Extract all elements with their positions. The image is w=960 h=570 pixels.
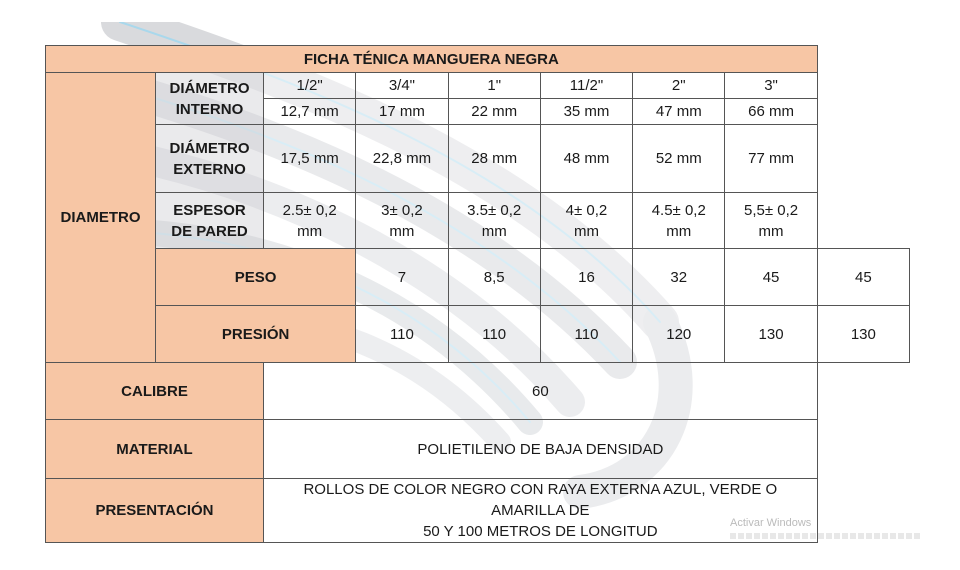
externo-value: 48 mm: [540, 125, 632, 193]
label-line: EXTERNO: [173, 160, 246, 178]
espesor-value: 3.5± 0,2 mm: [448, 193, 540, 249]
label-line: ESPESOR: [173, 201, 246, 219]
presion-value: 130: [817, 306, 909, 363]
presion-label: PRESIÓN: [156, 306, 356, 363]
peso-value: 45: [817, 249, 909, 306]
interno-value: 66 mm: [725, 99, 817, 125]
externo-value: 28 mm: [448, 125, 540, 193]
calibre-value: 60: [264, 363, 818, 420]
presion-value: 110: [448, 306, 540, 363]
spec-table: [45, 45, 910, 543]
externo-value: 17,5 mm: [264, 125, 356, 193]
calibre-label: CALIBRE: [46, 363, 264, 420]
presion-value: 110: [540, 306, 632, 363]
espesor-value: 4± 0,2 mm: [540, 193, 632, 249]
espesor-value: 2.5± 0,2 mm: [264, 193, 356, 249]
table-title: FICHA TÉNICA MANGUERA NEGRA: [46, 46, 818, 73]
externo-value: 22,8 mm: [356, 125, 448, 193]
peso-value: 16: [540, 249, 632, 306]
size-header: 2": [633, 73, 725, 99]
externo-value: 52 mm: [633, 125, 725, 193]
label-line: DE PARED: [171, 222, 248, 240]
label-line: DIÁMETRO: [169, 79, 250, 97]
interno-value: 17 mm: [356, 99, 448, 125]
peso-value: 32: [633, 249, 725, 306]
diametro-externo-label: [156, 125, 264, 193]
peso-label: PESO: [156, 249, 356, 306]
size-header: 1/2": [264, 73, 356, 99]
espesor-value: 5,5± 0,2 mm: [725, 193, 817, 249]
espesor-label: [156, 193, 264, 249]
material-label: MATERIAL: [46, 420, 264, 479]
presion-value: 120: [633, 306, 725, 363]
presentacion-label: PRESENTACIÓN: [46, 479, 264, 543]
interno-value: 35 mm: [540, 99, 632, 125]
peso-value: 7: [356, 249, 448, 306]
presentacion-line: 50 Y 100 METROS DE LONGITUD: [423, 523, 658, 540]
watermark-subtext: [730, 533, 920, 539]
peso-value: 45: [725, 249, 817, 306]
diametro-interno-label: [156, 73, 264, 125]
label-line: INTERNO: [175, 100, 244, 118]
presentacion-line: ROLLOS DE COLOR NEGRO CON RAYA EXTERNA AZUL, VERDE O AMARILLA DE: [303, 481, 778, 519]
presion-value: 110: [356, 306, 448, 363]
espesor-value: 3± 0,2 mm: [356, 193, 448, 249]
interno-value: 22 mm: [448, 99, 540, 125]
espesor-value: 4.5± 0,2 mm: [633, 193, 725, 249]
material-value: POLIETILENO DE BAJA DENSIDAD: [264, 420, 818, 479]
activate-windows-watermark: Activar Windows: [730, 517, 812, 529]
interno-value: 47 mm: [633, 99, 725, 125]
size-header: 3/4": [356, 73, 448, 99]
presion-value: 130: [725, 306, 817, 363]
externo-value: 77 mm: [725, 125, 817, 193]
peso-value: 8,5: [448, 249, 540, 306]
diametro-group-label: DIAMETRO: [46, 73, 156, 363]
label-line: DIÁMETRO: [169, 139, 250, 157]
size-header: 1": [448, 73, 540, 99]
size-header: 11/2": [540, 73, 632, 99]
interno-value: 12,7 mm: [264, 99, 356, 125]
size-header: 3": [725, 73, 817, 99]
